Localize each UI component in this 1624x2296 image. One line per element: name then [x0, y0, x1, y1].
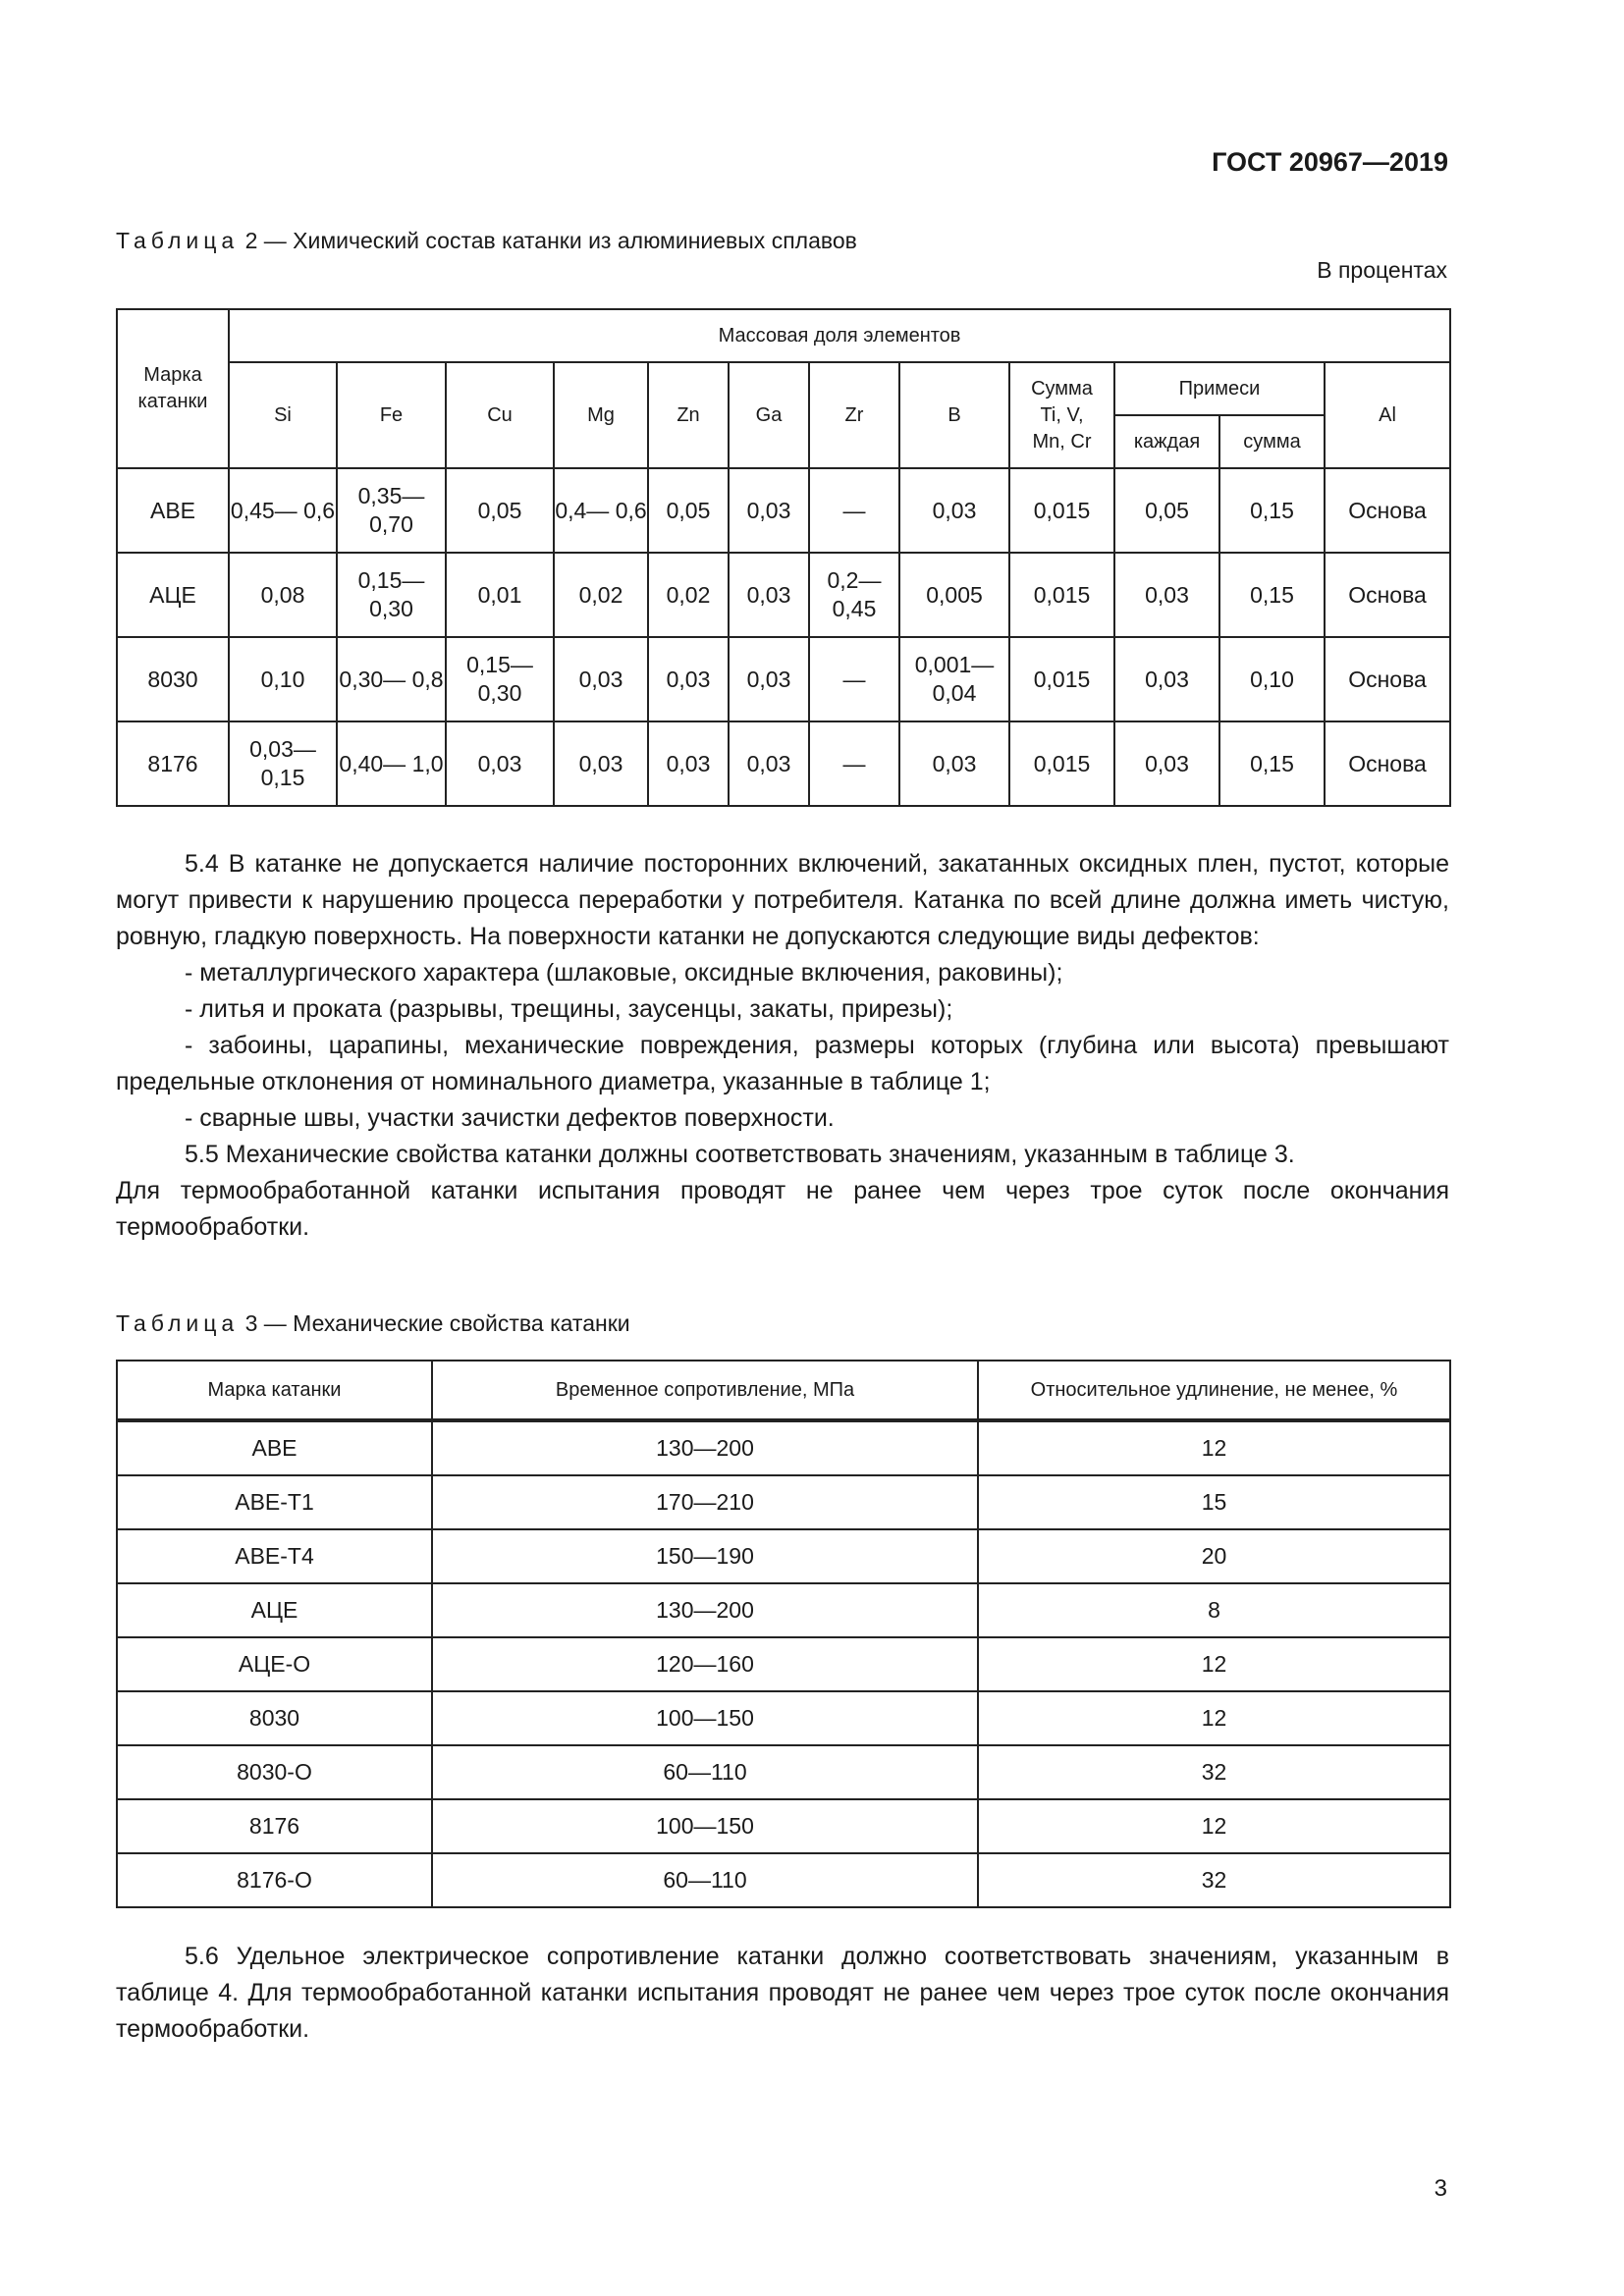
header-zr: Zr [809, 362, 899, 468]
table-cell: 0,005 [899, 553, 1009, 637]
table-cell: 0,02 [554, 553, 648, 637]
table-cell: 0,03 [1114, 721, 1219, 806]
header-fe: Fe [337, 362, 446, 468]
table-cell: 0,03— 0,15 [229, 721, 337, 806]
table-cell: 0,2— 0,45 [809, 553, 899, 637]
table-cell: 0,10 [229, 637, 337, 721]
table-row [117, 1853, 1450, 1907]
header-si: Si [229, 362, 337, 468]
grade-cell: АЦЕ [117, 1583, 432, 1637]
defect-item: - металлургического характера (шлаковые, оксидные включения, раковины); [185, 959, 1063, 987]
table-cell: 0,45— 0,6 [229, 468, 337, 553]
table-cell: 0,05 [446, 468, 554, 553]
table-cell: 0,30— 0,8 [337, 637, 446, 721]
page-number: 3 [1434, 2175, 1447, 2202]
table-cell: 60—110 [432, 1745, 978, 1799]
table2-caption-text: 2 — Химический состав катанки из алюминиевых сплавов [244, 228, 857, 253]
table-cell: 0,03 [729, 468, 809, 553]
table-cell: 130—200 [432, 1583, 978, 1637]
table-cell: 0,03 [729, 637, 809, 721]
grade-cell: 8176-О [117, 1853, 432, 1907]
table3-body [117, 1420, 1450, 1907]
table-cell: 0,05 [648, 468, 729, 553]
header-b: B [899, 362, 1009, 468]
section-5-4 [116, 846, 1449, 1246]
table3-caption-text: 3 — Механические свойства катанки [244, 1310, 630, 1336]
header-zn: Zn [648, 362, 729, 468]
table-cell: 0,10 [1219, 637, 1325, 721]
table-row [117, 1799, 1450, 1853]
table-cell: 0,08 [229, 553, 337, 637]
grade-cell: 8030 [117, 637, 229, 721]
table-cell: Основа [1325, 553, 1450, 637]
mechanical-properties-table [116, 1360, 1451, 1908]
grade-cell: 8176 [117, 1799, 432, 1853]
table-row [117, 1583, 1450, 1637]
section-5-4-intro: 5.4 В катанке не допускается наличие посторонних включений, закатанных оксидных плен, пустот, которые могут привести к нарушению процесса переработки у потребителя. Катанка по всей длине должна иметь чистую, ровную, гладкую поверхность. На поверхности катанки не допускаются следующие виды дефектов: [116, 850, 1449, 950]
grade-cell: АВЕ-Т4 [117, 1529, 432, 1583]
table2-caption [116, 228, 857, 254]
table3-caption [116, 1310, 630, 1337]
table-cell: Основа [1325, 721, 1450, 806]
defect-item: - сварные швы, участки зачистки дефектов поверхности. [185, 1104, 835, 1132]
header-impurities: Примеси [1114, 362, 1325, 415]
table-cell: 12 [978, 1799, 1450, 1853]
table-cell: 0,4— 0,6 [554, 468, 648, 553]
table-cell: 20 [978, 1529, 1450, 1583]
table-row [117, 1475, 1450, 1529]
header-cu: Cu [446, 362, 554, 468]
table-row [117, 1637, 1450, 1691]
table-cell: 32 [978, 1853, 1450, 1907]
section-5-6-text: 5.6 Удельное электрическое сопротивление катанки должно соответствовать значениям, указанным в таблице 4. Для термообработанной катанки испытания проводят не ранее чем через трое суток после окончания термообработки. [116, 1943, 1449, 2043]
chemical-composition-table [116, 308, 1451, 807]
table-cell: 15 [978, 1475, 1450, 1529]
table-cell: 0,03 [554, 637, 648, 721]
table-row [117, 637, 1450, 721]
header-impurity-each: каждая [1114, 415, 1219, 468]
header-mass-fraction: Массовая доля элементов [229, 309, 1450, 362]
table-cell: 0,15— 0,30 [446, 637, 554, 721]
table-cell: 120—160 [432, 1637, 978, 1691]
table-cell: 0,03 [899, 468, 1009, 553]
table2-body [117, 468, 1450, 806]
section-5-5-text: 5.5 Механические свойства катанки должны соответствовать значениям, указанным в таблице 3. [185, 1141, 1295, 1168]
grade-cell: АЦЕ [117, 553, 229, 637]
table-cell: 0,03 [554, 721, 648, 806]
table-cell: Основа [1325, 468, 1450, 553]
standard-designation: ГОСТ 20967—2019 [1212, 147, 1448, 177]
table-cell: 0,02 [648, 553, 729, 637]
table-cell: 0,03 [729, 553, 809, 637]
table-cell: 0,015 [1009, 721, 1114, 806]
defect-item: - забоины, царапины, механические повреждения, размеры которых (глубина или высота) превышают предельные отклонения от номинального диаметра, указанные в таблице 1; [116, 1032, 1449, 1095]
table-cell: 0,03 [1114, 553, 1219, 637]
defect-item: - литья и проката (разрывы, трещины, заусенцы, закаты, прирезы); [185, 995, 953, 1023]
table-cell: 0,01 [446, 553, 554, 637]
table-cell: 0,015 [1009, 637, 1114, 721]
grade-cell: 8176 [117, 721, 229, 806]
table-row [117, 468, 1450, 553]
table-row [117, 1691, 1450, 1745]
table-cell: 0,15 [1219, 468, 1325, 553]
header-grade: Марка катанки [117, 1361, 432, 1420]
table-cell: — [809, 637, 899, 721]
table-cell: 0,015 [1009, 468, 1114, 553]
table-cell: Основа [1325, 637, 1450, 721]
table-cell: — [809, 468, 899, 553]
header-mg: Mg [554, 362, 648, 468]
table-cell: 0,40— 1,0 [337, 721, 446, 806]
table-row [117, 1529, 1450, 1583]
table-cell: 32 [978, 1745, 1450, 1799]
table2-caption-word: Таблица [116, 228, 240, 253]
header-sum-ti-v-mn-cr: Сумма Ti, V, Mn, Cr [1009, 362, 1114, 468]
grade-cell: 8030 [117, 1691, 432, 1745]
table-row [117, 721, 1450, 806]
table-row [117, 553, 1450, 637]
grade-cell: АВЕ [117, 1420, 432, 1475]
table-cell: 0,03 [648, 721, 729, 806]
table-cell: 0,15— 0,30 [337, 553, 446, 637]
table-cell: 0,03 [1114, 637, 1219, 721]
table-cell: 12 [978, 1637, 1450, 1691]
header-elongation: Относительное удлинение, не менее, % [978, 1361, 1450, 1420]
table-row [117, 1420, 1450, 1475]
table3-caption-word: Таблица [116, 1310, 240, 1336]
table-cell: 0,001— 0,04 [899, 637, 1009, 721]
table-cell: 0,15 [1219, 553, 1325, 637]
header-tensile-strength: Временное сопротивление, МПа [432, 1361, 978, 1420]
grade-cell: АВЕ [117, 468, 229, 553]
table-cell: 0,03 [899, 721, 1009, 806]
table-cell: 0,35— 0,70 [337, 468, 446, 553]
table-cell: 150—190 [432, 1529, 978, 1583]
table-cell: 130—200 [432, 1420, 978, 1475]
table-cell: — [809, 721, 899, 806]
table-cell: 0,03 [648, 637, 729, 721]
table-cell: 12 [978, 1420, 1450, 1475]
header-impurity-sum: сумма [1219, 415, 1325, 468]
table-cell: 100—150 [432, 1799, 978, 1853]
section-5-5-text-cont: Для термообработанной катанки испытания проводят не ранее чем через трое суток после окончания термообработки. [116, 1177, 1449, 1241]
table-cell: 0,015 [1009, 553, 1114, 637]
section-5-6 [116, 1939, 1449, 2048]
table-cell: 0,03 [446, 721, 554, 806]
table-row [117, 1745, 1450, 1799]
grade-cell: АЦЕ-О [117, 1637, 432, 1691]
header-grade: Марка катанки [117, 309, 229, 468]
grade-cell: 8030-О [117, 1745, 432, 1799]
header-ga: Ga [729, 362, 809, 468]
header-al: Al [1325, 362, 1450, 468]
table-cell: 0,03 [729, 721, 809, 806]
table-cell: 170—210 [432, 1475, 978, 1529]
table-cell: 0,15 [1219, 721, 1325, 806]
grade-cell: АВЕ-Т1 [117, 1475, 432, 1529]
table-cell: 0,05 [1114, 468, 1219, 553]
table-cell: 12 [978, 1691, 1450, 1745]
table-cell: 8 [978, 1583, 1450, 1637]
table-cell: 100—150 [432, 1691, 978, 1745]
table-cell: 60—110 [432, 1853, 978, 1907]
table2-unit-note: В процентах [1317, 257, 1447, 283]
